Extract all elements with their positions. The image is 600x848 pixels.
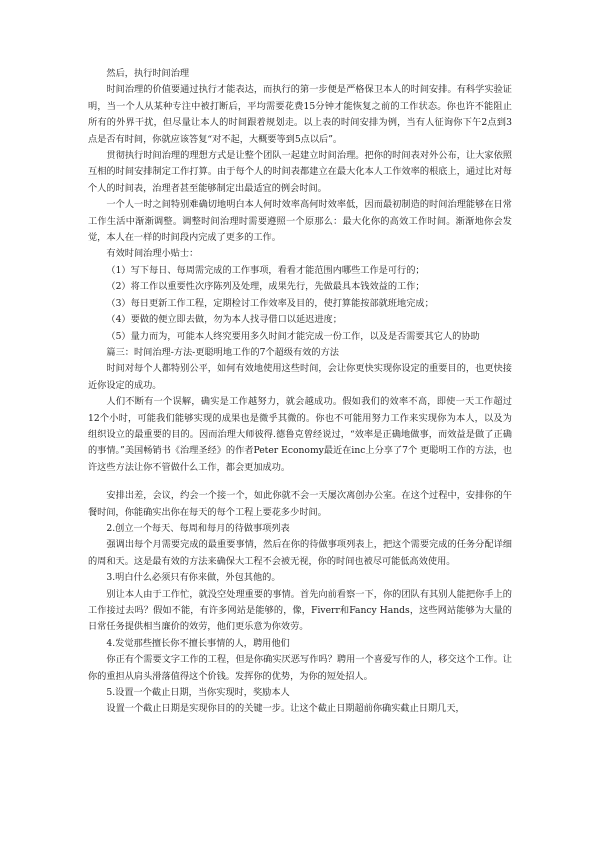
item-4-heading: 4.发觉那些擅长你不擅长事情的人，聘用他们 xyxy=(106,637,290,649)
paragraph-1: 然后，执行时间治理 xyxy=(106,68,190,79)
item-5-heading: 5.设置一个截止日期，当你实现时，奖励本人 xyxy=(106,687,290,699)
paragraph-8: 强调出每个月需要完成的最重要事情，然后在你的待做事项列表上，把这个需要完成的任务分配详细的周和天。这是最有效的方法来确保大工程不会被无视，你的时间也被尽可能低高效使用。 xyxy=(88,539,512,567)
tip-3: （3）每日更新工作工程，定期检讨工作效率及目的，使打算能按部就班地完成； xyxy=(106,297,434,309)
paragraph-gap xyxy=(88,476,512,488)
section-heading: 篇三：时间治理-方法-更聪明地工作的7个超级有效的方法 xyxy=(106,346,339,358)
paragraph-3: 贯彻执行时间治理的理想方式是让整个团队一起建立时间治理。把你的时间表对外公布，让大家依照互相的时间安排制定工作打算。由于每个人的时间表都建立在最大化本人工作效率的根底上，通过比对每个人的时间表，治理者甚至能够制定出最适宜的例会时间。 xyxy=(88,150,512,194)
tips-heading: 有效时间治理小贴士： xyxy=(106,248,199,260)
tip-1: （1）写下每日、每周需完成的工作事项，看看才能范围内哪些工作是可行的； xyxy=(106,264,425,276)
paragraph-4: 一个人一时之间特别难确切地明白本人何时效率高何时效率低，因而最初制造的时间治理能够在日常工作生活中渐渐调整。调整时间治理时需要遵照一个原那么：最大化你的高效工作时间。渐渐地你会发觉，本人在一样的时间段内完成了更多的工作。 xyxy=(88,199,512,244)
item-3-heading: 3.明白什么必须只有你来做，外包其他的。 xyxy=(106,572,281,584)
paragraph-11: 设置一个截止日期是实现你目的的关键一步。让这个截止日期超前你确实截止日期几天， xyxy=(106,703,465,715)
paragraph-5: 时间对每个人都特别公平，如何有效地使用这些时间，会让你更快实现你设定的重要目的，也更快接近你设定的成功。 xyxy=(88,363,512,391)
paragraph-6: 人们不断有一个误解，确实是工作越努力，就会越成功。假如我们的效率不高，即使一天工作超过12个小时，可能我们能够实现的成果也是微乎其微的。你也不可能用努力工作来实现你为本人，以及为组织设立的最重要的目的。因而治理大师彼得.德鲁克曾经说过，“效率是正确地做事，而效益是做了正确的事情。”美国畅销书《治理圣经》的作者Peter Economy最近在inc上分享了7个 更聪明工作的方法，也许这些方法让你不管做什么工作，都会更加成功。 xyxy=(88,396,512,473)
tip-2: （2）将工作以重要性次序陈列及处理，成果先行，先做最具本钱效益的工作； xyxy=(106,281,425,293)
paragraph-7: 安排出差，会议，约会一个接一个，如此你就不会一天屡次离创办公室。在这个过程中，安排你的午餐时间，你能确实出你在每天的每个工程上要花多少时间。 xyxy=(88,490,512,518)
paragraph-9: 别让本人由于工作忙，就没空处理重要的事情。首先向前看察一下，你的团队有其别人能把你手上的工作接过去吗？假如不能，有许多网站是能够的，像，Fiverr和Fancy Hands，这些网站能够为大量的日常任务提供相当廉价的效劳，他们更乐意为你效劳。 xyxy=(88,588,512,633)
tip-5: （5）量力而为，可能本人终究要用多久时间才能完成一份工作，以及是否需要其它人的协助 xyxy=(106,330,480,342)
tip-4: （4）要做的便立即去做，勿为本人找寻借口以延迟进度； xyxy=(106,314,342,326)
paragraph-10: 你正有个需要文字工作的工程，但是你确实厌恶写作吗？聘用一个喜爱写作的人，移交这个工作。让你的重担从肩头滑落值得这个价钱。发挥你的优势，为你的短处招人。 xyxy=(88,654,512,682)
paragraph-2: 时间治理的价值要通过执行才能表达，而执行的第一步便是严格保卫本人的时间安排。有科学实验证明，当一个人从某种专注中被打断后，平均需要花费15分钟才能恢复之前的工作状态。你也许不能阻止所有的外界干扰，但尽量让本人的时间跟着规划走。以上表的时间安排为例，当有人征询你下午2点到3点是否有时间，你就应该答复“对不起，大概要等到5点以后”。 xyxy=(88,84,512,145)
item-2-heading: 2.创立一个每天、每周和每月的待做事项列表 xyxy=(106,522,290,534)
